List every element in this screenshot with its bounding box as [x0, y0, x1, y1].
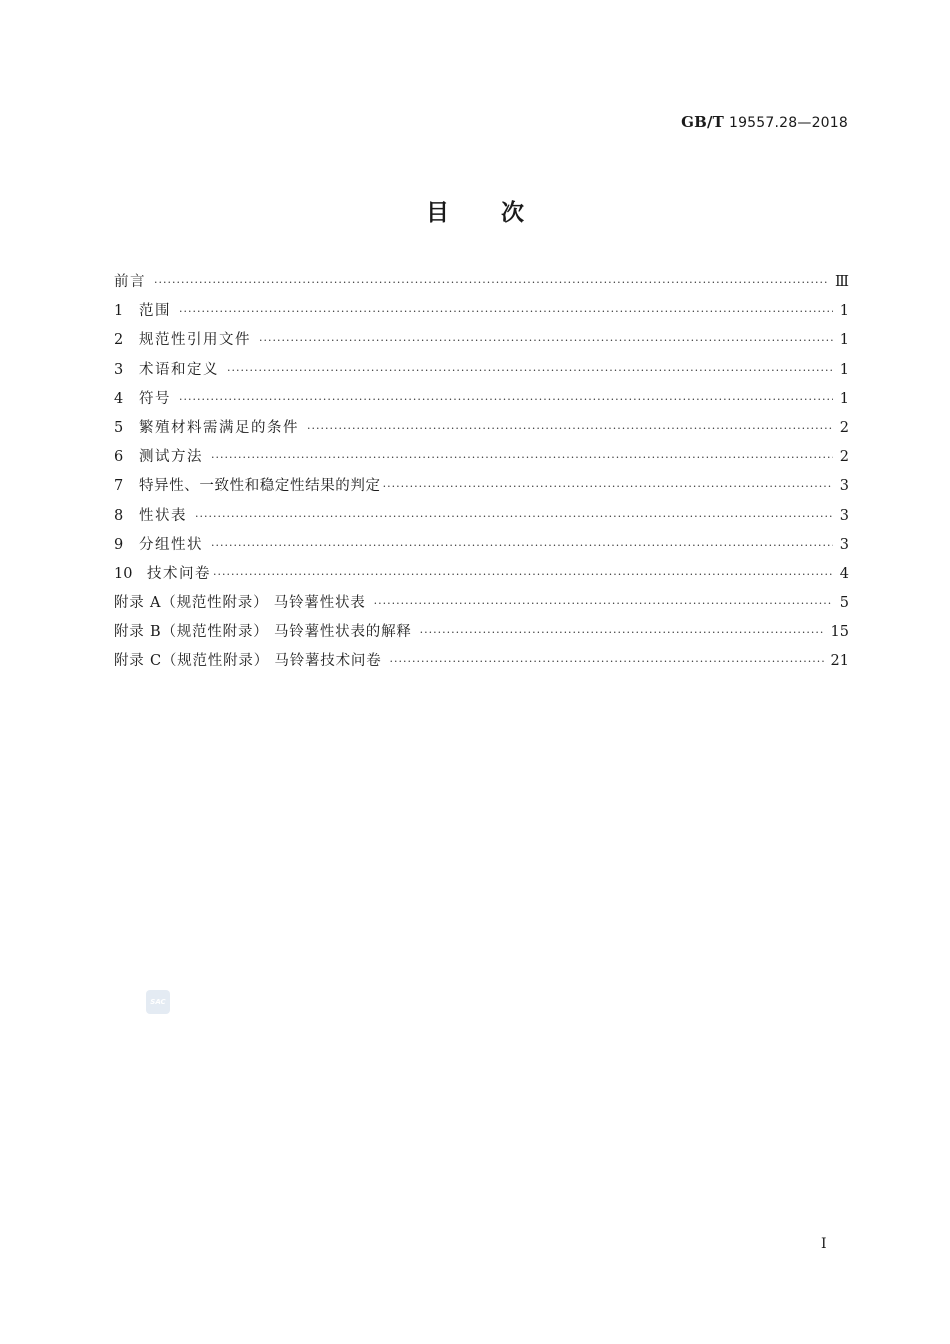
toc-entry-annex-b[interactable]	[114, 620, 849, 649]
toc-leader-dots	[259, 334, 833, 347]
toc-entry-foreword[interactable]	[114, 270, 849, 299]
toc-entry-label: 分组性状	[139, 536, 203, 553]
toc-entry-number: 5	[114, 419, 124, 436]
toc-entry-4[interactable]	[114, 387, 849, 416]
toc-entry-number: 9	[114, 536, 124, 553]
toc-entry-7[interactable]	[114, 474, 849, 503]
toc-entry-number: 1	[114, 303, 124, 320]
toc-entry-page: 1	[839, 361, 849, 378]
toc-leader-dots	[211, 539, 833, 552]
toc-entry-label: 前言	[114, 274, 146, 290]
toc-leader-dots	[211, 451, 833, 464]
toc-entry-label: 附录 B（规范性附录） 马铃薯性状表的解释	[114, 624, 412, 641]
toc-leader-dots	[227, 364, 833, 377]
toc-entry-8[interactable]	[114, 504, 849, 533]
toc-entry-page: 4	[839, 565, 849, 582]
toc-entry-number: 3	[114, 361, 124, 378]
toc-entry-number: 8	[114, 507, 124, 524]
toc-entry-number: 4	[114, 390, 124, 407]
toc-entry-2[interactable]	[114, 328, 849, 357]
toc-entry-page: 3	[839, 507, 849, 524]
toc-entry-page: 15	[830, 624, 849, 641]
toc-entry-page: 1	[839, 332, 849, 349]
toc-entry-number: 7	[114, 478, 124, 495]
toc-leader-dots	[213, 568, 833, 581]
toc-leader-dots	[374, 597, 833, 610]
toc-entry-page: 5	[839, 595, 849, 612]
watermark-text: SAC	[150, 998, 166, 1006]
toc-leader-dots	[179, 305, 833, 318]
toc-leader-dots	[383, 480, 833, 493]
toc-entry-label: 规范性引用文件	[139, 332, 251, 349]
toc-leader-dots	[420, 626, 825, 639]
toc-entry-label: 附录 C（规范性附录） 马铃薯技术问卷	[114, 653, 382, 670]
toc-entry-page: 2	[839, 419, 849, 436]
standard-number: 19557.28—2018	[728, 115, 848, 131]
toc-entry-5[interactable]	[114, 416, 849, 445]
toc-leader-dots	[154, 276, 829, 289]
toc-entry-label: 范围	[139, 303, 171, 320]
table-of-contents	[114, 270, 849, 679]
toc-entry-label: 术语和定义	[139, 361, 219, 378]
toc-entry-page: 3	[839, 536, 849, 553]
sac-watermark-icon	[146, 990, 170, 1014]
toc-entry-label: 技术问卷	[147, 565, 211, 582]
toc-entry-annex-c[interactable]	[114, 649, 849, 678]
toc-entry-label: 性状表	[139, 507, 187, 524]
page-title	[0, 194, 950, 227]
toc-entry-3[interactable]	[114, 358, 849, 387]
page-number: I	[821, 1236, 827, 1252]
title-part-2: 次	[501, 200, 524, 226]
toc-entry-number: 6	[114, 449, 124, 466]
toc-entry-9[interactable]	[114, 533, 849, 562]
toc-entry-label: 符号	[139, 390, 171, 407]
toc-entry-number: 10	[114, 565, 133, 582]
standard-prefix: GB/T	[681, 113, 724, 131]
title-part-1: 目	[426, 200, 449, 226]
toc-entry-page: 1	[839, 390, 849, 407]
toc-entry-page: Ⅲ	[835, 274, 849, 290]
toc-entry-label: 附录 A（规范性附录） 马铃薯性状表	[114, 595, 366, 612]
toc-entry-page: 3	[839, 478, 849, 495]
toc-entry-6[interactable]	[114, 445, 849, 474]
toc-entry-number: 2	[114, 332, 124, 349]
toc-entry-10[interactable]	[114, 562, 849, 591]
toc-leader-dots	[307, 422, 833, 435]
toc-entry-page: 2	[839, 449, 849, 466]
toc-entry-page: 1	[839, 303, 849, 320]
standard-code	[681, 113, 848, 131]
toc-entry-label: 繁殖材料需满足的条件	[139, 419, 299, 436]
toc-leader-dots	[195, 510, 833, 523]
toc-entry-annex-a[interactable]	[114, 591, 849, 620]
toc-entry-1[interactable]	[114, 299, 849, 328]
toc-entry-page: 21	[830, 653, 849, 670]
toc-entry-label: 测试方法	[139, 449, 203, 466]
toc-leader-dots	[179, 393, 833, 406]
toc-entry-label: 特异性、一致性和稳定性结果的判定	[139, 478, 381, 495]
toc-leader-dots	[390, 655, 825, 668]
